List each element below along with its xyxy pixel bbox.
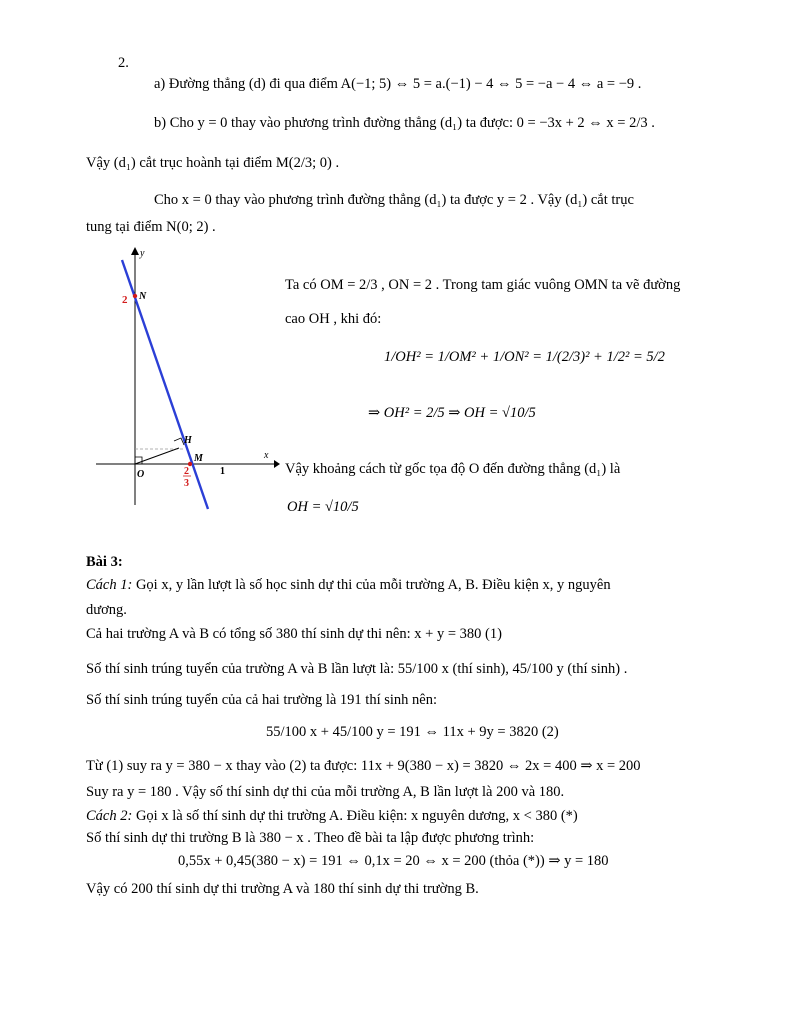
method-1-line-4: Số thí sinh trúng tuyển của trường A và B lần lượt là: 55/100 x (thí sinh), 45/100 y (thí sinh) .: [86, 661, 628, 677]
coordinate-graph: [90, 245, 280, 515]
method-2-line-2: Số thí sinh dự thi trường B là 380 − x . Theo đề bài ta lập được phương trình:: [86, 830, 535, 846]
oh-equation-1: 1/OH² = 1/OM² + 1/ON² = 1/(2/3)² + 1/2² = 5/2: [384, 349, 665, 365]
n-point-label: N: [139, 291, 147, 302]
method-1-text-1: Gọi x, y lần lượt là số học sinh dự thi của mỗi trường A, B. Điều kiện x, y nguyên: [135, 577, 611, 593]
one-label: 1: [220, 466, 225, 477]
method-2-label: Cách 2:: [86, 808, 133, 824]
n-value-label: 2: [122, 294, 128, 306]
method-2-text-1: Gọi x là số thí sinh dự thi trường A. Điều kiện: x nguyên dương, x < 380 (*): [135, 808, 578, 824]
origin-label: O: [137, 469, 145, 480]
method-2-line-1: [86, 807, 578, 825]
y-axis-label: y: [140, 248, 145, 259]
oh-value: OH = √10/5: [287, 499, 359, 515]
method-2-line-3: Vậy có 200 thí sinh dự thi trường A và 180 thí sinh dự thi trường B.: [86, 881, 479, 897]
method-1-line-7: Suy ra y = 180 . Vậy số thí sinh dự thi của mỗi trường A, B lần lượt là 200 và 180.: [86, 784, 565, 800]
method-1-label: Cách 1:: [86, 577, 133, 593]
method-1-line-3: Cả hai trường A và B có tổng số 380 thí sinh dự thi nên: x + y = 380 (1): [86, 626, 502, 642]
oh-intro-2: cao OH , khi đó:: [285, 311, 382, 327]
intersection-n-text-2: tung tại điểm N(0; 2) .: [86, 219, 216, 235]
intersection-n-text-1: Cho x = 0 thay vào phương trình đường thẳng (d₁) ta được y = 2 . Vậy (d₁) cắt trục: [154, 192, 634, 208]
section-title: Bài 3:: [86, 554, 123, 570]
method-2-equation: 0,55x + 0,45(380 − x) = 191 ⇔ 0,1x = 20 ⇔ x = 200 (thỏa (*)) ⇒ y = 180: [178, 853, 609, 869]
method-1-line-6: Từ (1) suy ra y = 380 − x thay vào (2) ta được: 11x + 9(380 − x) = 3820 ⇔ 2x = 400 ⇒ x = 200: [86, 758, 641, 774]
conclusion-text: Vậy khoảng cách từ gốc tọa độ O đến đường thẳng (d₁) là: [285, 461, 621, 477]
oh-intro-1: Ta có OM = 2/3 , ON = 2 . Trong tam giác vuông OMN ta vẽ đường: [285, 277, 681, 293]
method-1-line-5: Số thí sinh trúng tuyển của cả hai trường là 191 thí sinh nên:: [86, 692, 437, 708]
y-axis-arrow: [131, 247, 139, 255]
method-1-equation: 55/100 x + 45/100 y = 191 ⇔ 11x + 9y = 3820 (2): [266, 724, 559, 740]
h-point-label: H: [184, 435, 192, 446]
part-b-text: b) Cho y = 0 thay vào phương trình đường thẳng (d₁) ta được: 0 = −3x + 2 ⇔ x = 2/3 .: [154, 115, 655, 131]
m-num-label: 2: [184, 466, 189, 477]
intersection-m-text: Vậy (d₁) cắt trục hoành tại điểm M(2/3; 0) .: [86, 155, 340, 171]
question-number: 2.: [118, 55, 129, 71]
m-point-label: M: [194, 453, 203, 464]
oh-equation-2: ⇒ OH² = 2/5 ⇒ OH = √10/5: [368, 405, 536, 421]
point-n: [133, 294, 137, 298]
x-axis-label: x: [264, 450, 269, 461]
part-a-text: a) Đường thẳng (d) đi qua điểm A(−1; 5) ⇔ 5 = a.(−1) − 4 ⇔ 5 = −a − 4 ⇔ a = −9 .: [154, 76, 642, 92]
m-den-label: 3: [184, 478, 189, 489]
right-angle-mark-h: [174, 438, 184, 445]
method-1-line-2: dương.: [86, 602, 127, 618]
method-1-line-1: [86, 576, 611, 594]
x-axis-arrow: [274, 460, 280, 468]
